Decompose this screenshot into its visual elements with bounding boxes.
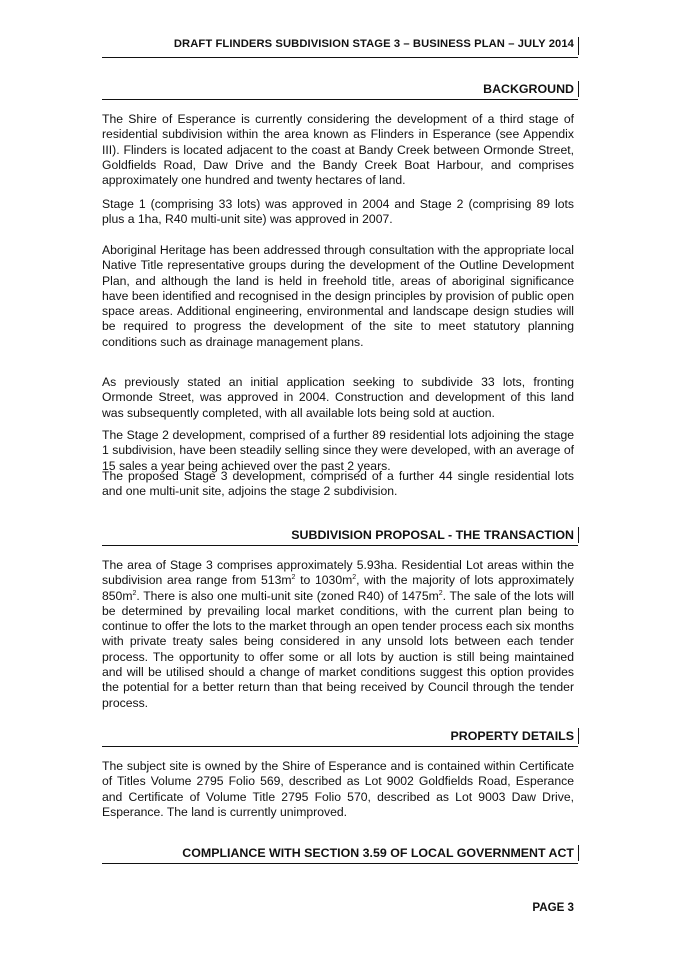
section-bar <box>578 728 579 744</box>
background-paragraph-2: Stage 1 (comprising 33 lots) was approved in 2004 and Stage 2 (comprising 89 lots plus a 1ha, R40 multi-unit site) was approved in 2007. <box>102 197 574 227</box>
section-rule <box>102 545 578 546</box>
background-paragraph-4: As previously stated an initial application seeking to subdivide 33 lots, fronting Ormonde Street, was approved in 2004. Construction and development of this land was subsequently completed, with all available lots being sold at auction. <box>102 375 574 420</box>
heading-background: BACKGROUND <box>483 82 574 96</box>
heading-compliance: COMPLIANCE WITH SECTION 3.59 OF LOCAL GOVERNMENT ACT <box>182 846 574 860</box>
section-rule <box>102 863 578 864</box>
heading-subdivision-proposal: SUBDIVISION PROPOSAL - THE TRANSACTION <box>291 528 574 542</box>
superscript-2: 2 <box>291 574 296 582</box>
section-bar <box>578 81 579 97</box>
background-paragraph-6: The proposed Stage 3 development, comprised of a further 44 single residential lots and one multi-unit site, adjoins the stage 2 subdivision. <box>102 469 574 499</box>
section-rule <box>102 746 578 747</box>
subdivision-text-1: The area of Stage 3 comprises approximately 5.93ha. Residential Lot areas within the subdivision area range from 513m <box>102 558 574 588</box>
superscript-2: 2 <box>352 574 357 582</box>
property-paragraph: The subject site is owned by the Shire of Esperance and is contained within Certificate of Titles Volume 2795 Folio 569, described as Lot 9002 Goldfields Road, Esperance and Certificate of Volume Title 2795 Folio 570, described as Lot 9003 Daw Drive, Esperance. The land is currently unimproved. <box>102 759 574 819</box>
section-bar <box>578 527 579 543</box>
background-paragraph-1: The Shire of Esperance is currently considering the development of a third stage of residential subdivision within the area known as Flinders in Esperance (see Appendix III). Flinders is located adjacent to the coast at Bandy Creek between Ormonde Street, Goldfields Road, Daw Drive and the Bandy Creek Boat Harbour, and comprises approximately one hundred and twenty hectares of land. <box>102 112 574 188</box>
superscript-2: 2 <box>438 589 443 597</box>
subdivision-text-3: , with the majority of lots approximately 850m <box>102 573 575 603</box>
heading-property-details: PROPERTY DETAILS <box>450 729 574 743</box>
subdivision-text-4: . There is also one multi-unit site (zoned R40) of 1475m <box>136 588 439 603</box>
subdivision-text-5: . The sale of the lots will be determined by prevailing local market conditions, with the current plan being to continue to offer the lots to the market through an open tender process each six months with private treaty sales being considered in any unsold lots between each tender process. The opportunity to offer some or all lots by auction is still being maintained and will be utilised should a change of market conditions suggest this option provides the potential for a better return than that being received by Council through the tender process. <box>102 588 574 710</box>
superscript-2: 2 <box>132 589 137 597</box>
header-rule <box>102 57 578 58</box>
running-header: DRAFT FLINDERS SUBDIVISION STAGE 3 – BUSINESS PLAN – JULY 2014 <box>173 38 574 50</box>
subdivision-paragraph <box>102 558 574 711</box>
page-number: PAGE 3 <box>532 901 574 914</box>
header-bar <box>578 37 579 55</box>
subdivision-text-2: to 1030m <box>295 573 353 588</box>
background-paragraph-3: Aboriginal Heritage has been addressed through consultation with the appropriate local Native Title representative groups during the development of the Outline Development Plan, and although the land is held in freehold title, areas of aboriginal significance have been identified and recognised in the design principles by provision of public open space areas. Additional engineering, environmental and landscape design studies will be required to progress the development of the site to meet statutory planning conditions such as drainage management plans. <box>102 243 574 349</box>
background-paragraph-5: The Stage 2 development, comprised of a further 89 residential lots adjoining the stage 1 subdivision, have been steadily selling since they were developed, with an average of 15 sales a year being achieved over the past 2 years. <box>102 428 574 473</box>
section-rule <box>102 99 578 100</box>
section-bar <box>578 845 579 861</box>
